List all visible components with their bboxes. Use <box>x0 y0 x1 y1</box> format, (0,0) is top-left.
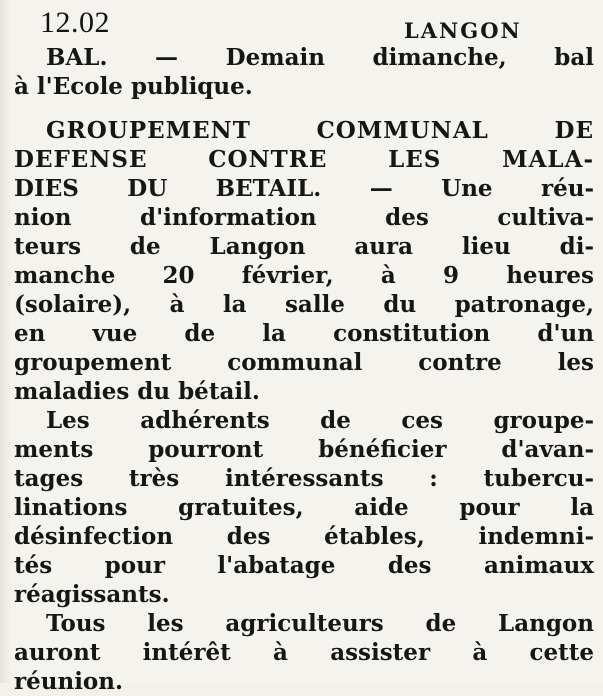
article-line: linations gratuites, aide pour la <box>14 494 594 521</box>
article-line: ments pourront bénéficier d'avan- <box>14 436 594 463</box>
article-line: tages très intéressants : tubercu- <box>14 465 594 492</box>
article-line: tés pour l'abatage des animaux <box>14 552 594 579</box>
location-heading: LANGON <box>404 18 522 43</box>
article-line: DEFENSE CONTRE LES MALA- <box>14 146 594 173</box>
article-line: DIES DU BETAIL. — Une réu- <box>14 175 594 202</box>
article-line: désinfection des étables, indemni- <box>14 523 594 550</box>
paper-edge <box>0 0 12 683</box>
article-line: auront intérêt à assister à cette <box>14 639 594 666</box>
article-line: à l'Ecole publique. <box>14 73 253 100</box>
article-line: Tous les agriculteurs de Langon <box>46 610 594 637</box>
article-line: BAL. — Demain dimanche, bal <box>46 44 594 71</box>
article-line: teurs de Langon aura lieu di- <box>14 233 594 260</box>
article-line: nion d'information des cultiva- <box>14 204 594 231</box>
article-line: GROUPEMENT COMMUNAL DE <box>46 117 594 144</box>
article-line: réagissants. <box>14 581 170 608</box>
article-line: manche 20 février, à 9 heures <box>14 262 594 289</box>
article-body <box>14 116 594 696</box>
article-body <box>14 43 594 101</box>
article-line: groupement communal contre les <box>14 349 594 376</box>
article-line: Les adhérents de ces groupe- <box>46 407 594 434</box>
article-line: en vue de la constitution d'un <box>14 320 594 347</box>
date-stamp: 12.02 <box>40 6 110 39</box>
article-line: maladies du bétail. <box>14 378 260 405</box>
article-line: (solaire), à la salle du patronage, <box>14 291 594 318</box>
article-line: réunion. <box>14 668 124 695</box>
